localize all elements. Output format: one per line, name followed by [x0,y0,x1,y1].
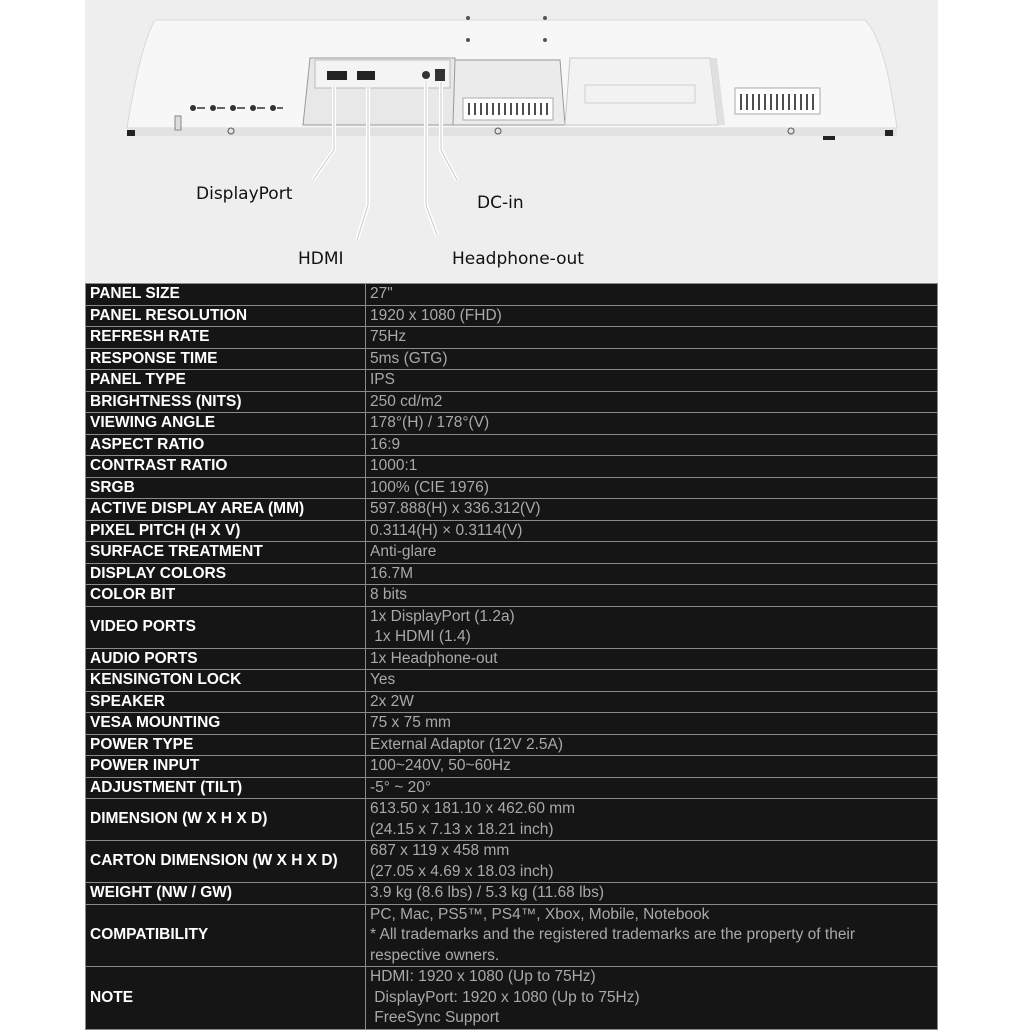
spec-value [366,799,938,841]
monitor-rear-diagram [85,0,938,283]
spec-value-line: 1x DisplayPort (1.2a) [370,607,515,625]
spec-value [366,434,938,456]
spec-row [86,563,938,585]
spec-value [366,756,938,778]
spec-row [86,967,938,1030]
spec-row [86,499,938,521]
monitor-rear-illustration [85,0,938,283]
spec-row [86,434,938,456]
spec-table [85,283,938,1030]
spec-value-line: 5ms (GTG) [370,349,448,367]
spec-label: SRGB [86,477,366,499]
spec-label: KENSINGTON LOCK [86,670,366,692]
spec-row [86,883,938,905]
spec-value-line: 16.7M [370,564,414,582]
spec-label: DISPLAY COLORS [86,563,366,585]
spec-label: AUDIO PORTS [86,648,366,670]
spec-value [366,883,938,905]
spec-value [366,585,938,607]
spec-row [86,713,938,735]
spec-value-line: 178°(H) / 178°(V) [370,414,490,431]
spec-value [366,327,938,349]
spec-label: WEIGHT (NW / GW) [86,883,366,905]
spec-value-line: (24.15 x 7.13 x 18.21 inch) [370,820,554,838]
spec-value-line: 1x HDMI (1.4) [370,628,471,645]
spec-value [366,456,938,478]
spec-row [86,477,938,499]
spec-label: CONTRAST RATIO [86,456,366,478]
spec-value [366,734,938,756]
spec-row [86,542,938,564]
spec-value-line: 1920 x 1080 (FHD) [370,306,502,324]
spec-value [366,606,938,648]
spec-value-line: 16:9 [370,435,401,453]
spec-value-line: IPS [370,371,395,388]
spec-label: CARTON DIMENSION (W X H X D) [86,841,366,883]
spec-value-line: DisplayPort: 1920 x 1080 (Up to 75Hz) [370,988,640,1006]
spec-value-line: 75Hz [370,328,407,345]
spec-value [366,284,938,306]
spec-value [366,305,938,327]
spec-value [366,499,938,521]
spec-value-line: Anti-glare [370,543,437,560]
spec-value-line: 250 cd/m2 [370,392,443,410]
spec-label: ACTIVE DISPLAY AREA (MM) [86,499,366,521]
spec-value-line: 613.50 x 181.10 x 462.60 mm [370,800,576,817]
spec-value-line: 687 x 119 x 458 mm [370,842,510,859]
spec-value-line: 2x 2W [370,692,414,710]
spec-value [366,648,938,670]
spec-value [366,670,938,692]
spec-row [86,734,938,756]
spec-row [86,904,938,967]
spec-label: POWER TYPE [86,734,366,756]
spec-row [86,670,938,692]
spec-value-line: respective owners. [370,946,500,964]
spec-value-line: 1x Headphone-out [370,649,498,667]
spec-value-line: PC, Mac, PS5™, PS4™, Xbox, Mobile, Notebook [370,905,710,923]
spec-label: BRIGHTNESS (NITS) [86,391,366,413]
spec-label: VESA MOUNTING [86,713,366,735]
spec-label: PANEL RESOLUTION [86,305,366,327]
spec-label: DIMENSION (W X H X D) [86,799,366,841]
spec-value [366,348,938,370]
spec-row [86,841,938,883]
spec-value-line: 1000:1 [370,457,418,474]
label-displayport: DisplayPort [196,184,293,204]
spec-value [366,777,938,799]
spec-value-line: 597.888(H) x 336.312(V) [370,500,541,517]
spec-value [366,841,938,883]
spec-value [366,370,938,392]
spec-label: PANEL SIZE [86,284,366,306]
spec-label: SURFACE TREATMENT [86,542,366,564]
spec-label: COLOR BIT [86,585,366,607]
spec-row [86,327,938,349]
spec-value [366,563,938,585]
spec-row [86,413,938,435]
spec-row [86,305,938,327]
label-headphone-out: Headphone-out [452,249,584,269]
spec-value [366,713,938,735]
spec-value-line: 3.9 kg (8.6 lbs) / 5.3 kg (11.68 lbs) [370,884,605,901]
spec-row [86,691,938,713]
spec-label: COMPATIBILITY [86,904,366,967]
label-hdmi: HDMI [298,249,344,269]
spec-row [86,756,938,778]
spec-value-line: 8 bits [370,586,408,603]
spec-value-line: -5° ~ 20° [370,778,432,796]
spec-row [86,370,938,392]
spec-row [86,391,938,413]
spec-row [86,284,938,306]
spec-value [366,691,938,713]
spec-row [86,777,938,799]
spec-label: NOTE [86,967,366,1030]
spec-value-line: FreeSync Support [370,1009,500,1026]
spec-sheet [85,0,938,1024]
spec-row [86,520,938,542]
spec-label: PIXEL PITCH (H X V) [86,520,366,542]
spec-value-line: 0.3114(H) × 0.3114(V) [370,521,523,539]
spec-row [86,799,938,841]
spec-value [366,542,938,564]
spec-value-line: External Adaptor (12V 2.5A) [370,735,564,753]
spec-label: ADJUSTMENT (TILT) [86,777,366,799]
spec-value-line: 100% (CIE 1976) [370,478,489,496]
spec-row [86,606,938,648]
spec-value-line: * All trademarks and the registered trademarks are the property of their [370,926,856,943]
spec-value-line: HDMI: 1920 x 1080 (Up to 75Hz) [370,968,596,985]
spec-value-line: 27" [370,285,393,302]
spec-label: REFRESH RATE [86,327,366,349]
spec-row [86,456,938,478]
spec-value-line: 100~240V, 50~60Hz [370,757,511,774]
label-dc-in: DC-in [477,193,524,213]
spec-value-line: 75 x 75 mm [370,714,451,731]
spec-row [86,348,938,370]
spec-value [366,391,938,413]
spec-label: PANEL TYPE [86,370,366,392]
spec-table-body [86,284,938,1030]
spec-value-line: Yes [370,671,396,688]
spec-value [366,413,938,435]
spec-label: VIEWING ANGLE [86,413,366,435]
spec-value [366,904,938,967]
spec-value [366,520,938,542]
spec-value [366,477,938,499]
spec-row [86,648,938,670]
spec-label: ASPECT RATIO [86,434,366,456]
spec-label: POWER INPUT [86,756,366,778]
spec-label: VIDEO PORTS [86,606,366,648]
spec-label: SPEAKER [86,691,366,713]
spec-row [86,585,938,607]
spec-value [366,967,938,1030]
spec-label: RESPONSE TIME [86,348,366,370]
spec-value-line: (27.05 x 4.69 x 18.03 inch) [370,862,554,880]
